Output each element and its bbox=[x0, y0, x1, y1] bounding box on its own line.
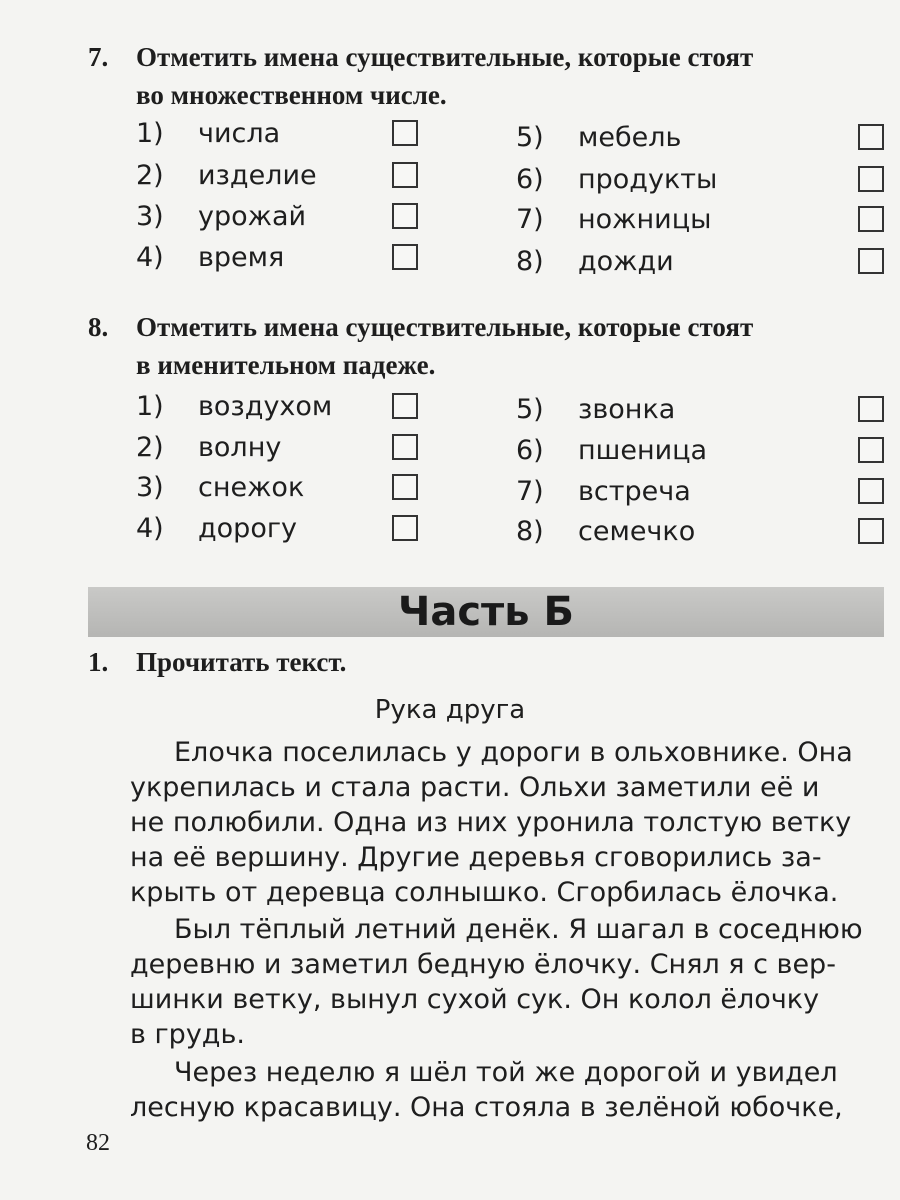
option-word: снежок bbox=[198, 472, 305, 503]
option-word: дорогу bbox=[198, 513, 298, 544]
story-line: Через неделю я шёл той же дорогой и увидел bbox=[174, 1057, 838, 1088]
option-word: мебель bbox=[578, 122, 682, 153]
task-8-option-3-checkbox[interactable] bbox=[392, 474, 418, 500]
option-word: воздухом bbox=[198, 391, 333, 422]
option-number: 5) bbox=[516, 122, 544, 153]
story-line: шинки ветку, вынул сухой сук. Он колол ёлочку bbox=[130, 984, 820, 1015]
task-7-option-5-checkbox[interactable] bbox=[858, 124, 884, 150]
option-word: числа bbox=[198, 118, 281, 149]
task-8-number: 8. bbox=[88, 312, 109, 342]
task-7-option-8-checkbox[interactable] bbox=[858, 248, 884, 274]
option-number: 7) bbox=[516, 204, 544, 235]
option-number: 2) bbox=[136, 160, 164, 191]
option-number: 1) bbox=[136, 391, 164, 422]
option-word: продукты bbox=[578, 164, 718, 195]
task-8-option-8-checkbox[interactable] bbox=[858, 518, 884, 544]
option-number: 4) bbox=[136, 242, 164, 273]
story-line: не полюбили. Одна из них уронила толстую ветку bbox=[130, 807, 852, 838]
option-number: 1) bbox=[136, 118, 164, 149]
option-word: время bbox=[198, 242, 285, 273]
option-number: 2) bbox=[136, 432, 164, 463]
option-word: пшеница bbox=[578, 435, 708, 466]
story-line: Елочка поселилась у дороги в ольховнике. Она bbox=[174, 737, 853, 768]
story-line: деревню и заметил бедную ёлочку. Снял я с вер- bbox=[130, 949, 836, 980]
option-number: 7) bbox=[516, 476, 544, 507]
option-word: звонка bbox=[578, 394, 676, 425]
option-word: урожай bbox=[198, 201, 307, 232]
option-number: 4) bbox=[136, 513, 164, 544]
option-word: встреча bbox=[578, 476, 691, 507]
section-header-bar bbox=[88, 587, 884, 637]
option-word: дожди bbox=[578, 246, 674, 277]
task-8-option-2-checkbox[interactable] bbox=[392, 434, 418, 460]
task-7-number: 7. bbox=[88, 42, 109, 72]
task-7-option-7-checkbox[interactable] bbox=[858, 206, 884, 232]
option-word: изделие bbox=[198, 160, 317, 191]
task-7-option-3-checkbox[interactable] bbox=[392, 203, 418, 229]
option-number: 5) bbox=[516, 394, 544, 425]
option-number: 8) bbox=[516, 516, 544, 547]
task-7-option-6-checkbox[interactable] bbox=[858, 166, 884, 192]
option-word: ножницы bbox=[578, 204, 712, 235]
task-b1-number: 1. bbox=[88, 647, 109, 677]
task-7-question-line-1: Отметить имена существительные, которые стоят bbox=[136, 42, 754, 72]
option-word: семечко bbox=[578, 516, 696, 547]
story-line: на её вершину. Другие деревья сговорились за- bbox=[130, 842, 822, 873]
option-number: 3) bbox=[136, 201, 164, 232]
task-8-option-1-checkbox[interactable] bbox=[392, 393, 418, 419]
task-8-option-4-checkbox[interactable] bbox=[392, 515, 418, 541]
option-number: 8) bbox=[516, 246, 544, 277]
option-word: волну bbox=[198, 432, 282, 463]
task-7-option-2-checkbox[interactable] bbox=[392, 162, 418, 188]
task-8-question-line-2: в именительном падеже. bbox=[136, 350, 436, 380]
section-title: Часть Б bbox=[398, 589, 574, 635]
story-line: в грудь. bbox=[130, 1019, 245, 1050]
task-8-question-line-1: Отметить имена существительные, которые стоят bbox=[136, 312, 754, 342]
task-b1-instruction: Прочитать текст. bbox=[136, 647, 347, 677]
story-line: крыть от деревца солнышко. Сгорбилась ёлочка. bbox=[130, 877, 839, 908]
option-number: 6) bbox=[516, 435, 544, 466]
task-8-option-5-checkbox[interactable] bbox=[858, 396, 884, 422]
task-7-question-line-2: во множественном числе. bbox=[136, 80, 447, 110]
story-title: Рука друга bbox=[374, 695, 526, 725]
task-8-option-7-checkbox[interactable] bbox=[858, 478, 884, 504]
task-7-option-1-checkbox[interactable] bbox=[392, 120, 418, 146]
story-line: лесную красавицу. Она стояла в зелёной юбочке, bbox=[130, 1092, 843, 1123]
story-line: укрепилась и стала расти. Ольхи заметили её и bbox=[130, 772, 820, 803]
page-number: 82 bbox=[86, 1130, 110, 1156]
task-7-option-4-checkbox[interactable] bbox=[392, 244, 418, 270]
option-number: 6) bbox=[516, 164, 544, 195]
task-8-option-6-checkbox[interactable] bbox=[858, 437, 884, 463]
option-number: 3) bbox=[136, 472, 164, 503]
story-line: Был тёплый летний денёк. Я шагал в соседнюю bbox=[174, 914, 863, 945]
